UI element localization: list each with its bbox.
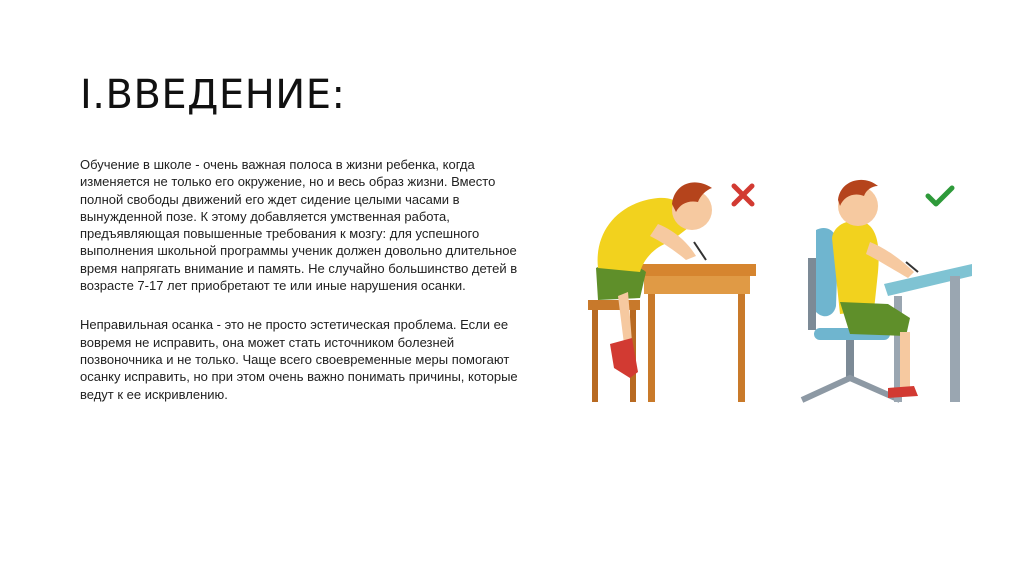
wrong-posture-figure: [588, 182, 756, 402]
intro-text: [80, 156, 520, 403]
cross-icon: [734, 186, 752, 204]
check-icon: [928, 188, 952, 204]
paragraph-1: Обучение в школе - очень важная полоса в жизни ребенка, когда изменяется не только его окружение, но и весь образ жизни. Вместо полной свободы движений его ждет сидение целыми часами в вынужденной позе. К этому добавляется умственная работа, предъявляющая повышенные требования к мозгу: для успешного выполнения школьной программы ученик должен довольно длительное время напрягать внимание и память. Не случайно большинство детей в возрасте 7-17 лет приобретают те или иные нарушения осанки.: [80, 157, 518, 294]
paragraph-2: Неправильная осанка - это не просто эстетическая проблема. Если ее вовремя не исправить, она может стать источником болезней позвоночника и не только. Чаще всего своевременные меры помогают осанку исправить, но при этом очень важно понимать причины, которые ведут к ее искривлению.: [80, 317, 518, 402]
posture-illustration: [588, 172, 976, 404]
slide-title: I.ВВЕДЕНИЕ:: [80, 72, 346, 118]
correct-posture-figure: [802, 180, 972, 402]
